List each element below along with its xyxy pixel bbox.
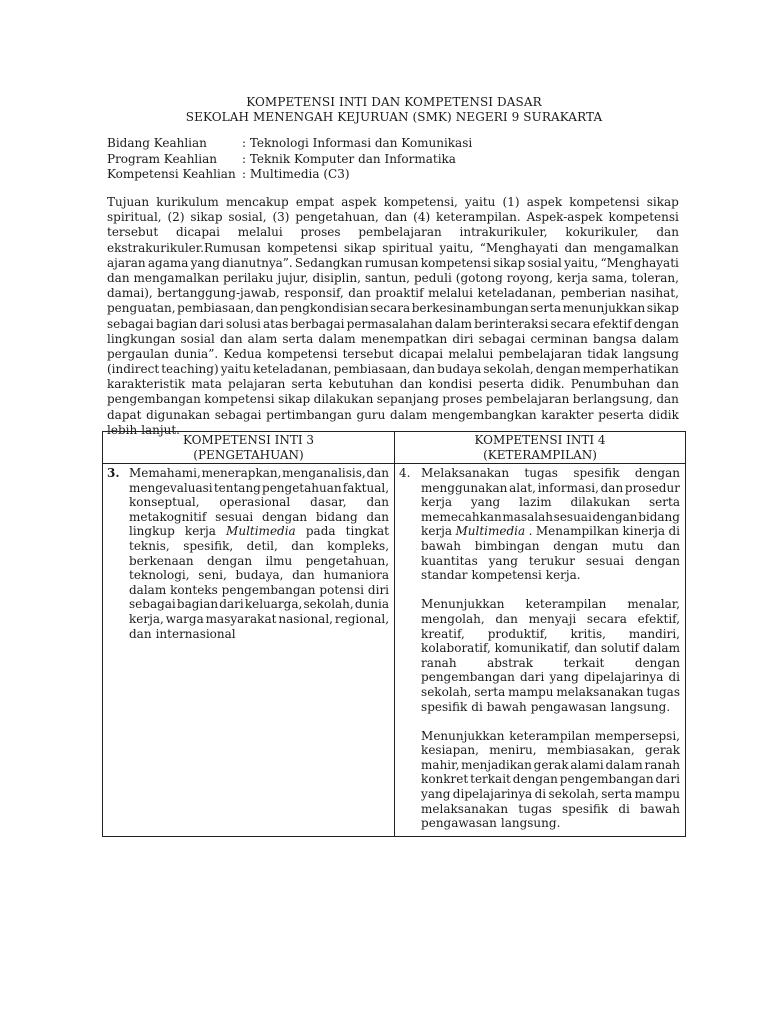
text-line: pengawasan langsung.: [421, 816, 561, 831]
text-line: mengevaluasi tentang pengetahuan faktual,: [129, 480, 390, 495]
text-line: berkenaan dengan ilmu pengetahuan,: [129, 553, 390, 568]
text-line: bawah bimbingan dengan mutu dan: [421, 538, 680, 553]
text-line: Menunjukkan keterampilan mempersepsi,: [421, 728, 680, 743]
text-line: Melaksanakan tugas spesifik dengan: [421, 466, 680, 480]
ki3-heading: [103, 432, 395, 464]
curriculum-paragraph: [107, 195, 679, 438]
ki3-item: [107, 466, 389, 641]
text-line: teknologi, seni, budaya, dan humaniora: [129, 568, 389, 583]
document-subtitle: SEKOLAH MENENGAH KEJURUAN (SMK) NEGERI 9 SURAKARTA: [185, 110, 603, 124]
text-line: tersebut dicapai melalui proses pembelajaran intrakurikuler, kokurikuler, dan: [107, 225, 679, 240]
text-line: lebih lanjut.: [107, 422, 180, 437]
info-row: [107, 167, 472, 183]
text-line: kreatif, produktif, kritis, mandiri,: [421, 626, 680, 641]
text-line: kerja yang lazim dilakukan serta: [421, 495, 680, 510]
ki4-heading-subtitle: (KETERAMPILAN): [483, 447, 597, 462]
text-line: menggunakan alat, informasi, dan prosedur: [421, 480, 680, 495]
text-line: melaksanakan tugas spesifik di bawah: [421, 801, 680, 816]
ki3-cell: [103, 464, 395, 837]
ki4-cell: [395, 464, 686, 837]
text-line: pengembangan dari yang dipelajarinya di: [421, 670, 680, 685]
text-line: sebagai bagian dari solusi atas berbagai permasalahan dalam berinteraksi secara efektif dengan: [107, 316, 679, 331]
text-line: standar kompetensi kerja.: [421, 568, 581, 583]
text-line: dalam konteks pengembangan potensi diri: [129, 582, 390, 597]
text-line: dan mengamalkan perilaku jujur, disiplin, santun, peduli (gotong royong, kerja sama, toleran,: [107, 270, 679, 285]
ki4-heading: [395, 432, 686, 464]
text-line: mengolah, dan menyaji secara efektif,: [421, 611, 680, 626]
ki4-text: [421, 466, 680, 831]
program-info: [107, 136, 472, 183]
info-label: Bidang Keahlian: [107, 136, 207, 150]
info-value: : Multimedia (C3): [242, 167, 350, 181]
text-line: Memahami, menerapkan, menganalisis, dan: [129, 466, 390, 480]
text-line: kolaboratif, komunikatif, dan solutif dalam: [421, 641, 680, 656]
text-line: Tujuan kurikulum mencakup empat aspek kompetensi, yaitu (1) aspek kompetensi sikap: [107, 195, 679, 209]
text-line: konkret terkait dengan pengembangan dari: [421, 772, 680, 787]
info-row: [107, 136, 472, 152]
text-line: pengembangan kompetensi sikap dilakukan sepanjang proses pembelajaran berlangsung, dan: [107, 392, 679, 407]
text-line: kerja, warga masyarakat nasional, regional,: [129, 611, 390, 626]
text-line: dapat digunakan sebagai pertimbangan guru dalam mengembangkan karakter peserta didik: [107, 407, 679, 422]
text-line: kuantitas yang terukur sesuai dengan: [421, 553, 680, 568]
ki4-number: 4.: [399, 466, 411, 480]
text-line: dan internasional: [129, 626, 236, 641]
ki3-heading-title: KOMPETENSI INTI 3: [182, 433, 315, 447]
text-line: lingkup kerja Multimedia pada tingkat: [129, 524, 389, 539]
ki4-item: [399, 466, 680, 831]
text-line: ranah abstrak terkait dengan: [421, 655, 680, 670]
text-line: mahir, menjadikan gerak alami dalam ranah: [421, 757, 680, 772]
text-line: penguatan, pembiasaan, dan pengkondisian secara berkesinambungan serta menunjukkan sikap: [107, 301, 679, 316]
text-line: Menunjukkan keterampilan menalar,: [421, 597, 680, 612]
text-line: damai), bertanggung-jawab, responsif, dan proaktif melalui keteladanan, pemberian nasihat,: [107, 286, 679, 301]
text-line: kesiapan, meniru, membiasakan, gerak: [421, 743, 680, 758]
text-line: ajaran agama yang dianutnya”. Sedangkan rumusan kompetensi sikap sosial yaitu, “Menghayati: [107, 255, 679, 270]
info-value: : Teknologi Informasi dan Komunikasi: [242, 136, 473, 150]
text-line: metakognitif sesuai dengan bidang dan: [129, 509, 389, 524]
competency-table: [102, 431, 686, 837]
info-value: : Teknik Komputer dan Informatika: [242, 151, 456, 166]
info-label: Program Keahlian: [107, 151, 217, 166]
text-line: spiritual, (2) sikap sosial, (3) pengetahuan, dan (4) keterampilan. Aspek-aspek kompetensi: [107, 210, 679, 225]
text-line: ekstrakurikuler.Rumusan kompetensi sikap spiritual yaitu, “Menghayati dan mengamalkan: [107, 240, 679, 255]
text-line: memecahkan masalah sesuai dengan bidang: [421, 509, 680, 524]
text-line: sebagai bagian dari keluarga, sekolah, dunia: [129, 597, 389, 612]
ki3-number: 3.: [107, 466, 120, 480]
text-line: (indirect teaching) yaitu keteladanan, pembiasaan, dan budaya sekolah, dengan memperhatikan: [107, 362, 679, 377]
text-line: pergaulan dunia”. Kedua kompetensi tersebut dicapai melalui pembelajaran tidak langsung: [107, 346, 679, 361]
info-label: Kompetensi Keahlian: [107, 167, 236, 181]
text-line: yang dipelajarinya di sekolah, serta mampu: [421, 787, 680, 802]
paragraph-gap: [421, 583, 680, 598]
text-line: lingkungan sosial dan alam serta dalam menempatkan diri sebagai cerminan bangsa dalam: [107, 331, 679, 346]
text-line: teknis, spesifik, detil, dan kompleks,: [129, 538, 390, 553]
ki3-heading-subtitle: (PENGETAHUAN): [193, 447, 304, 462]
paragraph-gap: [421, 714, 680, 729]
ki4-heading-title: KOMPETENSI INTI 4: [474, 433, 606, 447]
text-line: konseptual, operasional dasar, dan: [129, 495, 390, 510]
ki3-text: [129, 466, 389, 641]
text-line: sekolah, serta mampu melaksanakan tugas: [421, 684, 680, 699]
text-line: karakteristik mata pelajaran serta kebutuhan dan kondisi peserta didik. Penumbuhan dan: [107, 377, 679, 392]
info-row: [107, 152, 472, 168]
text-line: kerja Multimedia . Menampilkan kinerja di: [421, 524, 680, 539]
text-line: spesifik di bawah pengawasan langsung.: [421, 699, 671, 714]
document-title: KOMPETENSI INTI DAN KOMPETENSI DASAR: [246, 95, 542, 109]
